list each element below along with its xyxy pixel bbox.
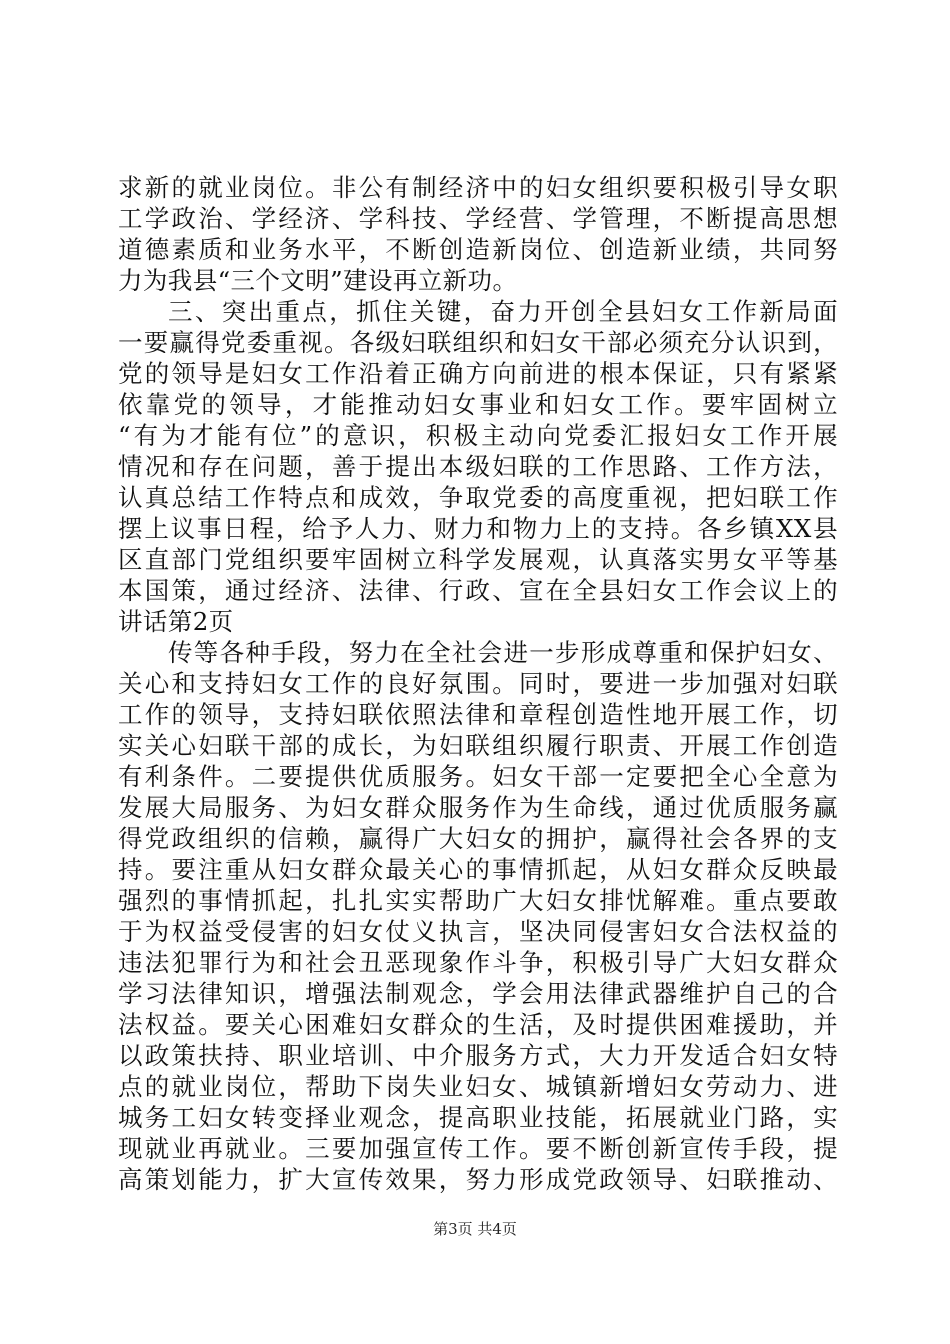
text-line: 有利条件。二要提供优质服务。妇女干部一定要把全心全意为 [118, 762, 838, 791]
text-line: 实关心妇联干部的成长，为妇联组织履行职责、开展工作创造 [118, 731, 838, 760]
text-line: 情况和存在问题，善于提出本级妇联的工作思路、工作方法， [118, 452, 838, 481]
text-line: 违法犯罪行为和社会丑恶现象作斗争，积极引导广大妇女群众 [118, 948, 838, 977]
text-line: 工作的领导，支持妇联依照法律和章程创造性地开展工作，切 [118, 700, 838, 729]
text-line: 力为我县“三个文明”建设再立新功。 [118, 266, 518, 295]
text-line: 党的领导是妇女工作沿着正确方向前进的根本保证，只有紧紧 [118, 359, 838, 388]
text-line: 法权益。要关心困难妇女群众的生活，及时提供困难援助，并 [118, 1010, 838, 1039]
text-line: 工学政治、学经济、学科技、学经营、学管理，不断提高思想 [118, 204, 838, 233]
text-line: 传等各种手段，努力在全社会进一步形成尊重和保护妇女、 [168, 638, 838, 667]
text-line: 高策划能力，扩大宣传效果，努力形成党政领导、妇联推动、 [118, 1165, 838, 1194]
text-line: 持。要注重从妇女群众最关心的事情抓起，从妇女群众反映最 [118, 855, 838, 884]
text-line: 得党政组织的信赖，赢得广大妇女的拥护，赢得社会各界的支 [118, 824, 838, 853]
text-line: 依靠党的领导，才能推动妇女事业和妇女工作。要牢固树立 [118, 390, 838, 419]
text-line: “有为才能有位”的意识，积极主动向党委汇报妇女工作开展 [118, 421, 838, 450]
text-line: 现就业再就业。三要加强宣传工作。要不断创新宣传手段，提 [118, 1134, 838, 1163]
text-line: 城务工妇女转变择业观念，提高职业技能，拓展就业门路，实 [118, 1103, 838, 1132]
text-line: 于为权益受侵害的妇女仗义执言，坚决同侵害妇女合法权益的 [118, 917, 838, 946]
text-line: 摆上议事日程，给予人力、财力和物力上的支持。各乡镇XX县 [118, 514, 838, 543]
text-line: 认真总结工作特点和成效，争取党委的高度重视，把妇联工作 [118, 483, 838, 512]
text-line: 讲话第2页 [118, 607, 234, 636]
text-line: 区直部门党组织要牢固树立科学发展观，认真落实男女平等基 [118, 545, 838, 574]
text-line: 本国策，通过经济、法律、行政、宣在全县妇女工作会议上的 [118, 576, 838, 605]
text-line: 道德素质和业务水平，不断创造新岗位、创造新业绩，共同努 [118, 235, 838, 264]
text-line: 三、突出重点，抓住关键，奋力开创全县妇女工作新局面 [168, 297, 838, 326]
text-line: 求新的就业岗位。非公有制经济中的妇女组织要积极引导女职 [118, 173, 838, 202]
text-line: 以政策扶持、职业培训、中介服务方式，大力开发适合妇女特 [118, 1041, 838, 1070]
text-line: 学习法律知识，增强法制观念，学会用法律武器维护自己的合 [118, 979, 838, 1008]
text-line: 关心和支持妇女工作的良好氛围。同时，要进一步加强对妇联 [118, 669, 838, 698]
text-line: 点的就业岗位，帮助下岗失业妇女、城镇新增妇女劳动力、进 [118, 1072, 838, 1101]
page-footer: 第3页 共4页 [433, 1220, 517, 1238]
text-line: 发展大局服务、为妇女群众服务作为生命线，通过优质服务赢 [118, 793, 838, 822]
text-line: 一要赢得党委重视。各级妇联组织和妇女干部必须充分认识到， [118, 328, 838, 357]
text-line: 强烈的事情抓起，扎扎实实帮助广大妇女排忧解难。重点要敢 [118, 886, 838, 915]
document-body [118, 172, 838, 1195]
